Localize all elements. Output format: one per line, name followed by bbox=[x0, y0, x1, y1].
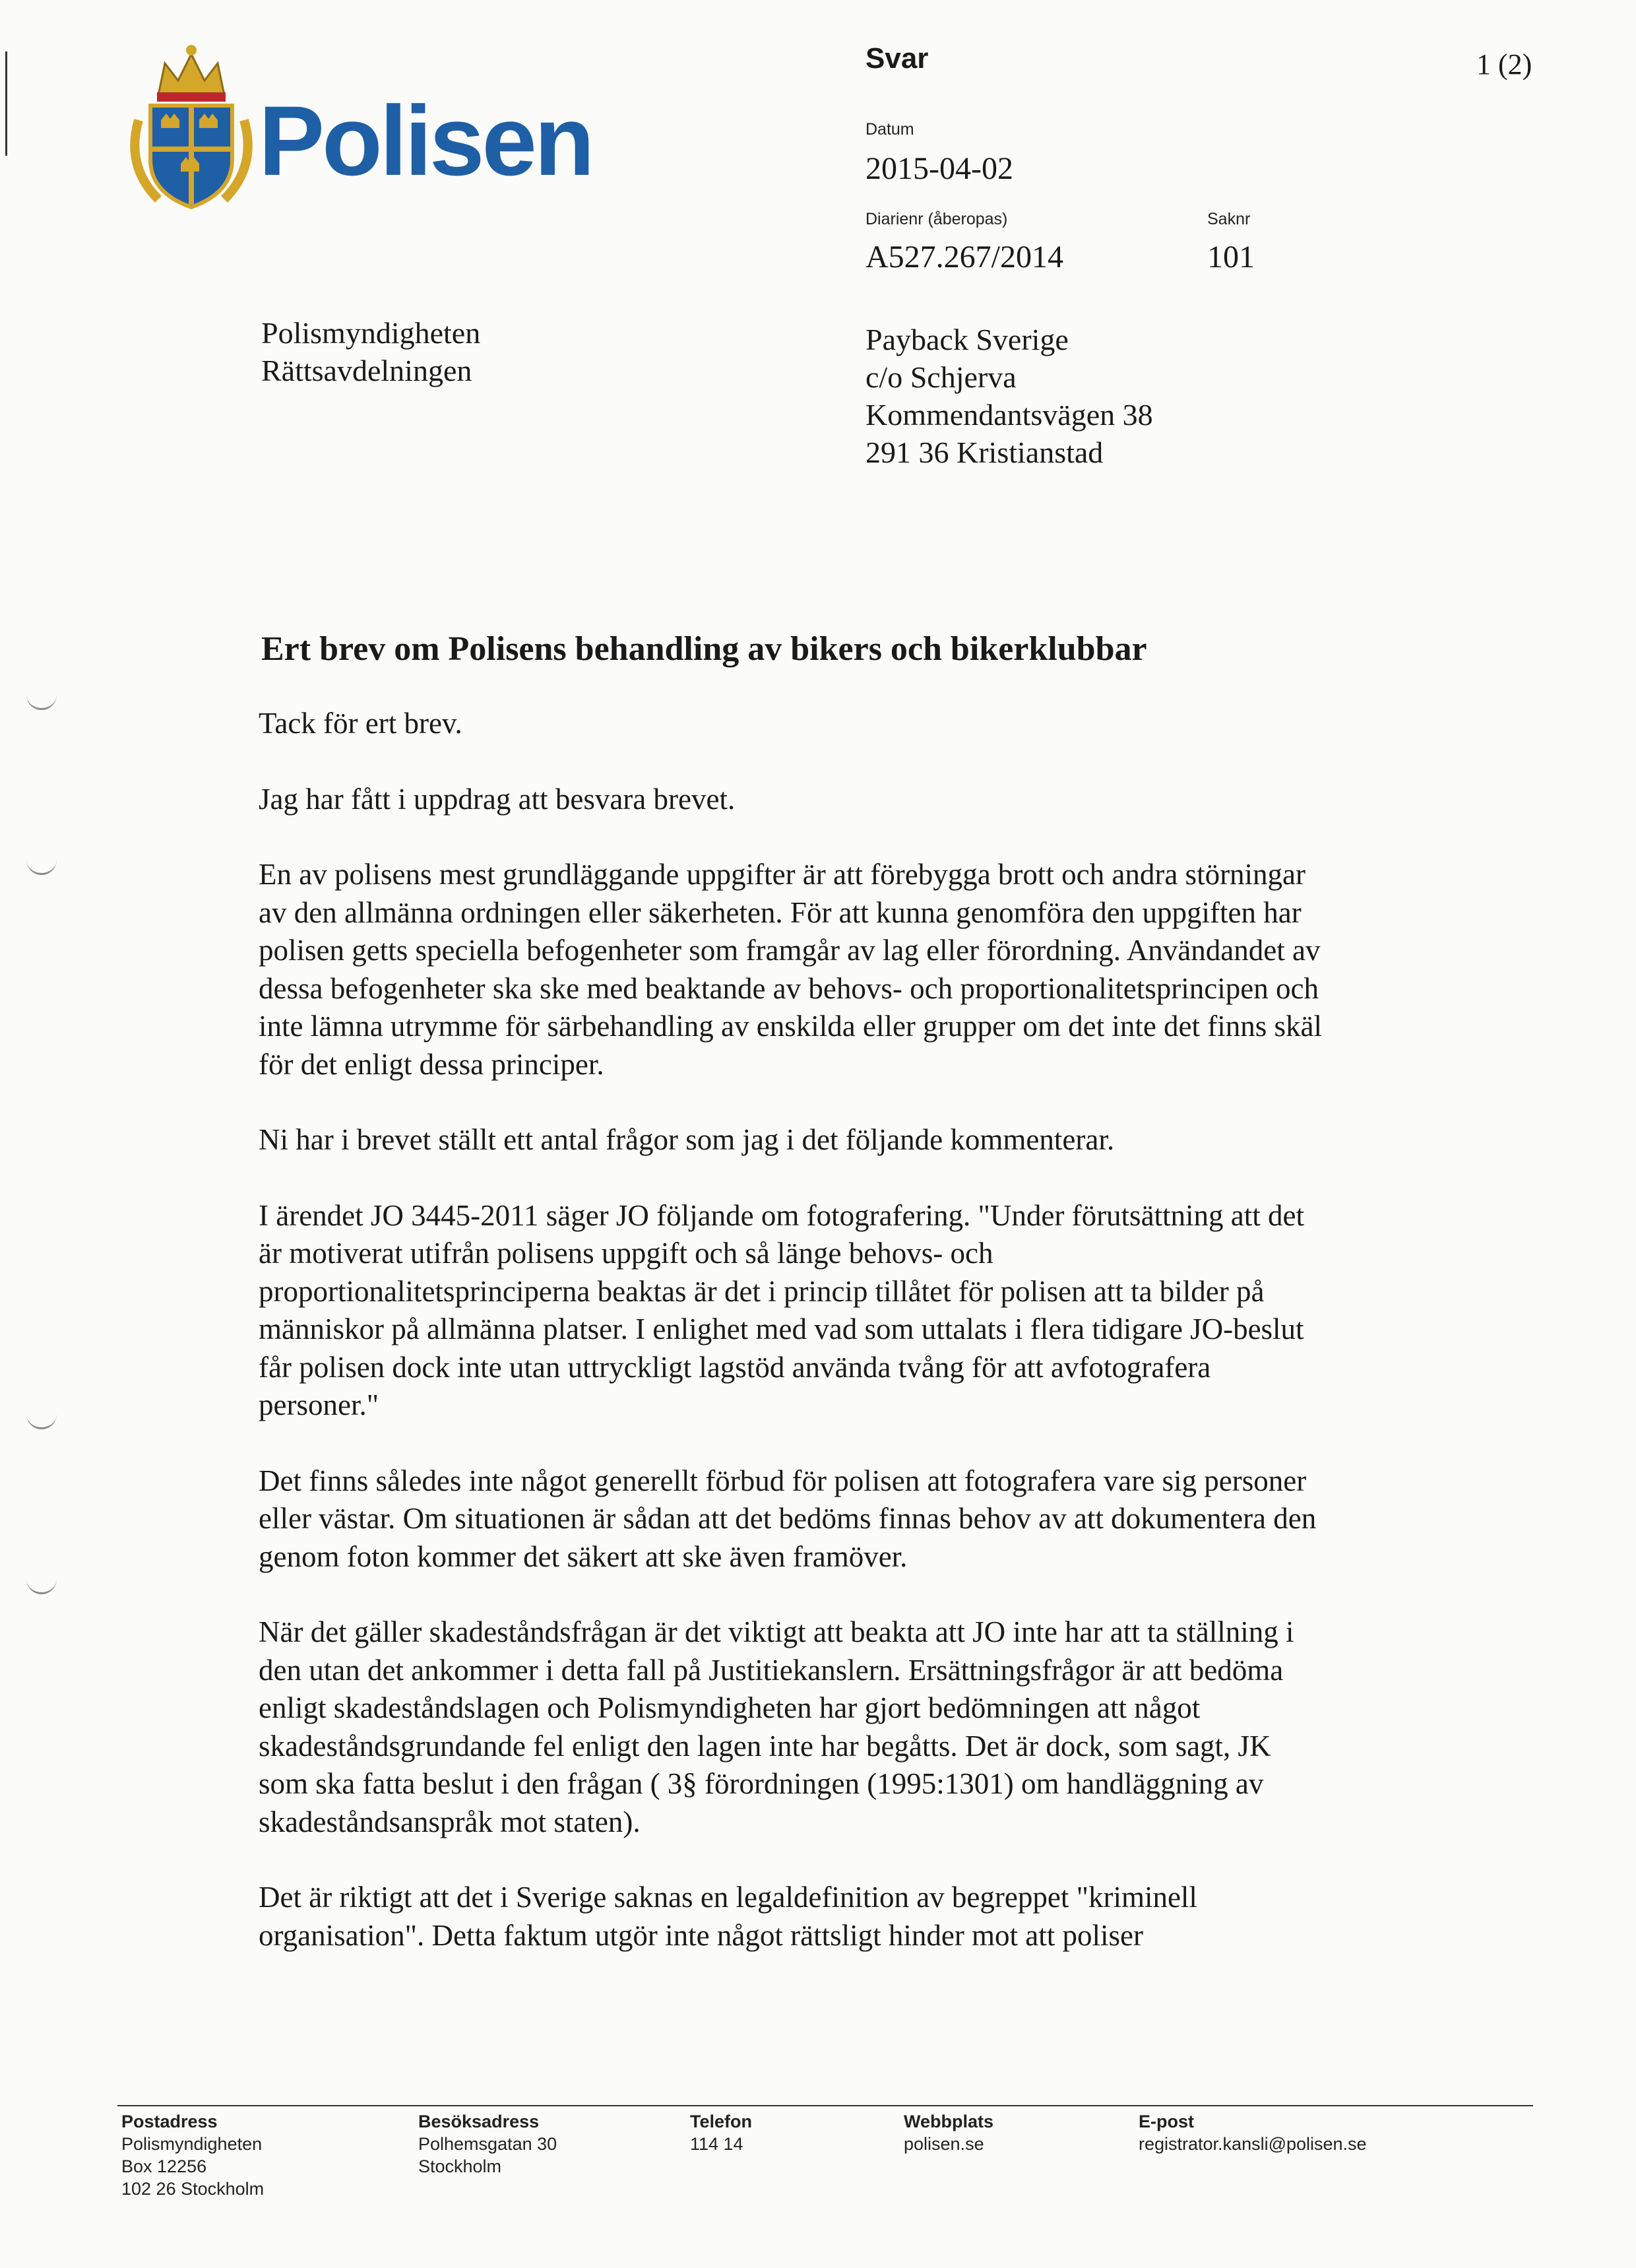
date-value: 2015-04-02 bbox=[865, 151, 1013, 186]
saknr-label: Saknr bbox=[1207, 210, 1251, 228]
footer-line: Polismyndigheten bbox=[121, 2134, 263, 2154]
footer-heading: Postadress bbox=[121, 2112, 218, 2131]
recipient-line: Kommendantsvägen 38 bbox=[865, 398, 1153, 432]
punch-hole-mark bbox=[26, 845, 57, 875]
sender-address bbox=[261, 314, 480, 389]
footer-heading: Telefon bbox=[690, 2112, 752, 2131]
body-paragraph: En av polisens mest grundläggande uppgifter är att förebygga brott och andra störningar av den allmänna ordningen eller säkerheten. För att kunna genomföra den uppgiften har polisen getts speciella befogenheter som framgår av lag eller förordning. Användandet av dessa befogenheter ska ske med beaktande av behovs- och proportionalitetsprincipen och inte lämna utrymme för särbehandling av enskilda eller grupper om det inte det finns skäl för det enligt dessa principer. bbox=[259, 858, 1323, 1081]
diarienr-value: A527.267/2014 bbox=[865, 240, 1063, 275]
letter-body bbox=[259, 705, 1327, 1992]
sender-line: Rättsavdelningen bbox=[261, 354, 472, 387]
footer-line: 114 14 bbox=[690, 2134, 743, 2154]
margin-line bbox=[5, 51, 7, 156]
recipient-line: c/o Schjerva bbox=[865, 360, 1017, 394]
footer-line: 102 26 Stockholm bbox=[121, 2179, 265, 2199]
diarienr-label: Diarienr (åberopas) bbox=[865, 210, 1008, 228]
body-paragraph: När det gäller skadeståndsfrågan är det viktigt att beakta att JO inte har att ta ställning i den utan det ankommer i detta fall på Justitiekanslern. Ersättningsfrågor är att bedöma enligt skadeståndslagen och Polismyndigheten har gjort bedömningen att något skadeståndsgrundande fel enligt den lagen inte har begåtts. Det är dock, som sagt, JK som ska fatta beslut i den frågan ( 3§ förordningen (1995:1301) om handläggning av skadeståndsanspråk mot staten). bbox=[259, 1615, 1294, 1838]
footer-epost bbox=[1139, 2110, 1367, 2155]
email-link[interactable]: registrator.kansli@polisen.se bbox=[1139, 2134, 1367, 2154]
footer-besoksadress bbox=[418, 2110, 557, 2178]
body-paragraph: I ärendet JO 3445-2011 säger JO följande om fotografering. "Under förutsättning att det är motiverat utifrån polisens uppgift och så länge behovs- och proportionalitetsprinciperna beaktas är det i princip tillåtet för polisen att ta bilder på människor på allmänna platser. I enlighet med vad som uttalats i flera tidigare JO-beslut får polisen dock inte utan uttryckligt lagstöd använda tvång för att avfotografera personer." bbox=[259, 1198, 1304, 1421]
sender-line: Polismyndigheten bbox=[261, 316, 481, 350]
police-crest-icon bbox=[119, 34, 264, 212]
website-link[interactable]: polisen.se bbox=[904, 2134, 984, 2154]
punch-hole-mark bbox=[26, 1564, 57, 1594]
footer-telefon bbox=[690, 2110, 752, 2155]
document-type: Svar bbox=[865, 42, 929, 75]
body-paragraph: Jag har fått i uppdrag att besvara brevet. bbox=[259, 782, 736, 816]
punch-hole-mark bbox=[26, 680, 57, 710]
date-label: Datum bbox=[865, 120, 914, 139]
punch-hole-mark bbox=[26, 1399, 57, 1429]
letter-subject: Ert brev om Polisens behandling av bikers och bikerklubbar bbox=[261, 630, 1147, 668]
footer-heading: Besöksadress bbox=[418, 2112, 540, 2131]
body-paragraph: Tack för ert brev. bbox=[259, 707, 462, 740]
footer-divider bbox=[117, 2105, 1533, 2106]
footer-heading: E-post bbox=[1139, 2112, 1194, 2131]
footer-line: Stockholm bbox=[418, 2156, 502, 2176]
logo-wordmark: Polisen bbox=[259, 85, 592, 196]
footer-line: Polhemsgatan 30 bbox=[418, 2134, 557, 2154]
recipient-line: Payback Sverige bbox=[865, 323, 1069, 356]
page-number: 1 (2) bbox=[1476, 48, 1532, 81]
footer-line: Box 12256 bbox=[121, 2156, 207, 2176]
recipient-line: 291 36 Kristianstad bbox=[865, 436, 1104, 469]
body-paragraph: Det finns således inte något generellt förbud för polisen att fotografera vare sig personer eller västar. Om situationen är sådan att det bedöms finnas behov av att dokumentera den genom foton kommer det säkert att ske även framöver. bbox=[259, 1464, 1317, 1573]
footer-postadress bbox=[121, 2110, 264, 2200]
recipient-address bbox=[865, 321, 1153, 471]
saknr-value: 101 bbox=[1207, 240, 1255, 275]
body-paragraph: Det är riktigt att det i Sverige saknas en legaldefinition av begreppet "kriminell organisation". Detta faktum utgör inte något rättsligt hinder mot att poliser bbox=[259, 1881, 1197, 1952]
body-paragraph: Ni har i brevet ställt ett antal frågor som jag i det följande kommenterar. bbox=[259, 1123, 1115, 1156]
footer-webbplats bbox=[904, 2110, 993, 2155]
footer-heading: Webbplats bbox=[904, 2112, 994, 2131]
